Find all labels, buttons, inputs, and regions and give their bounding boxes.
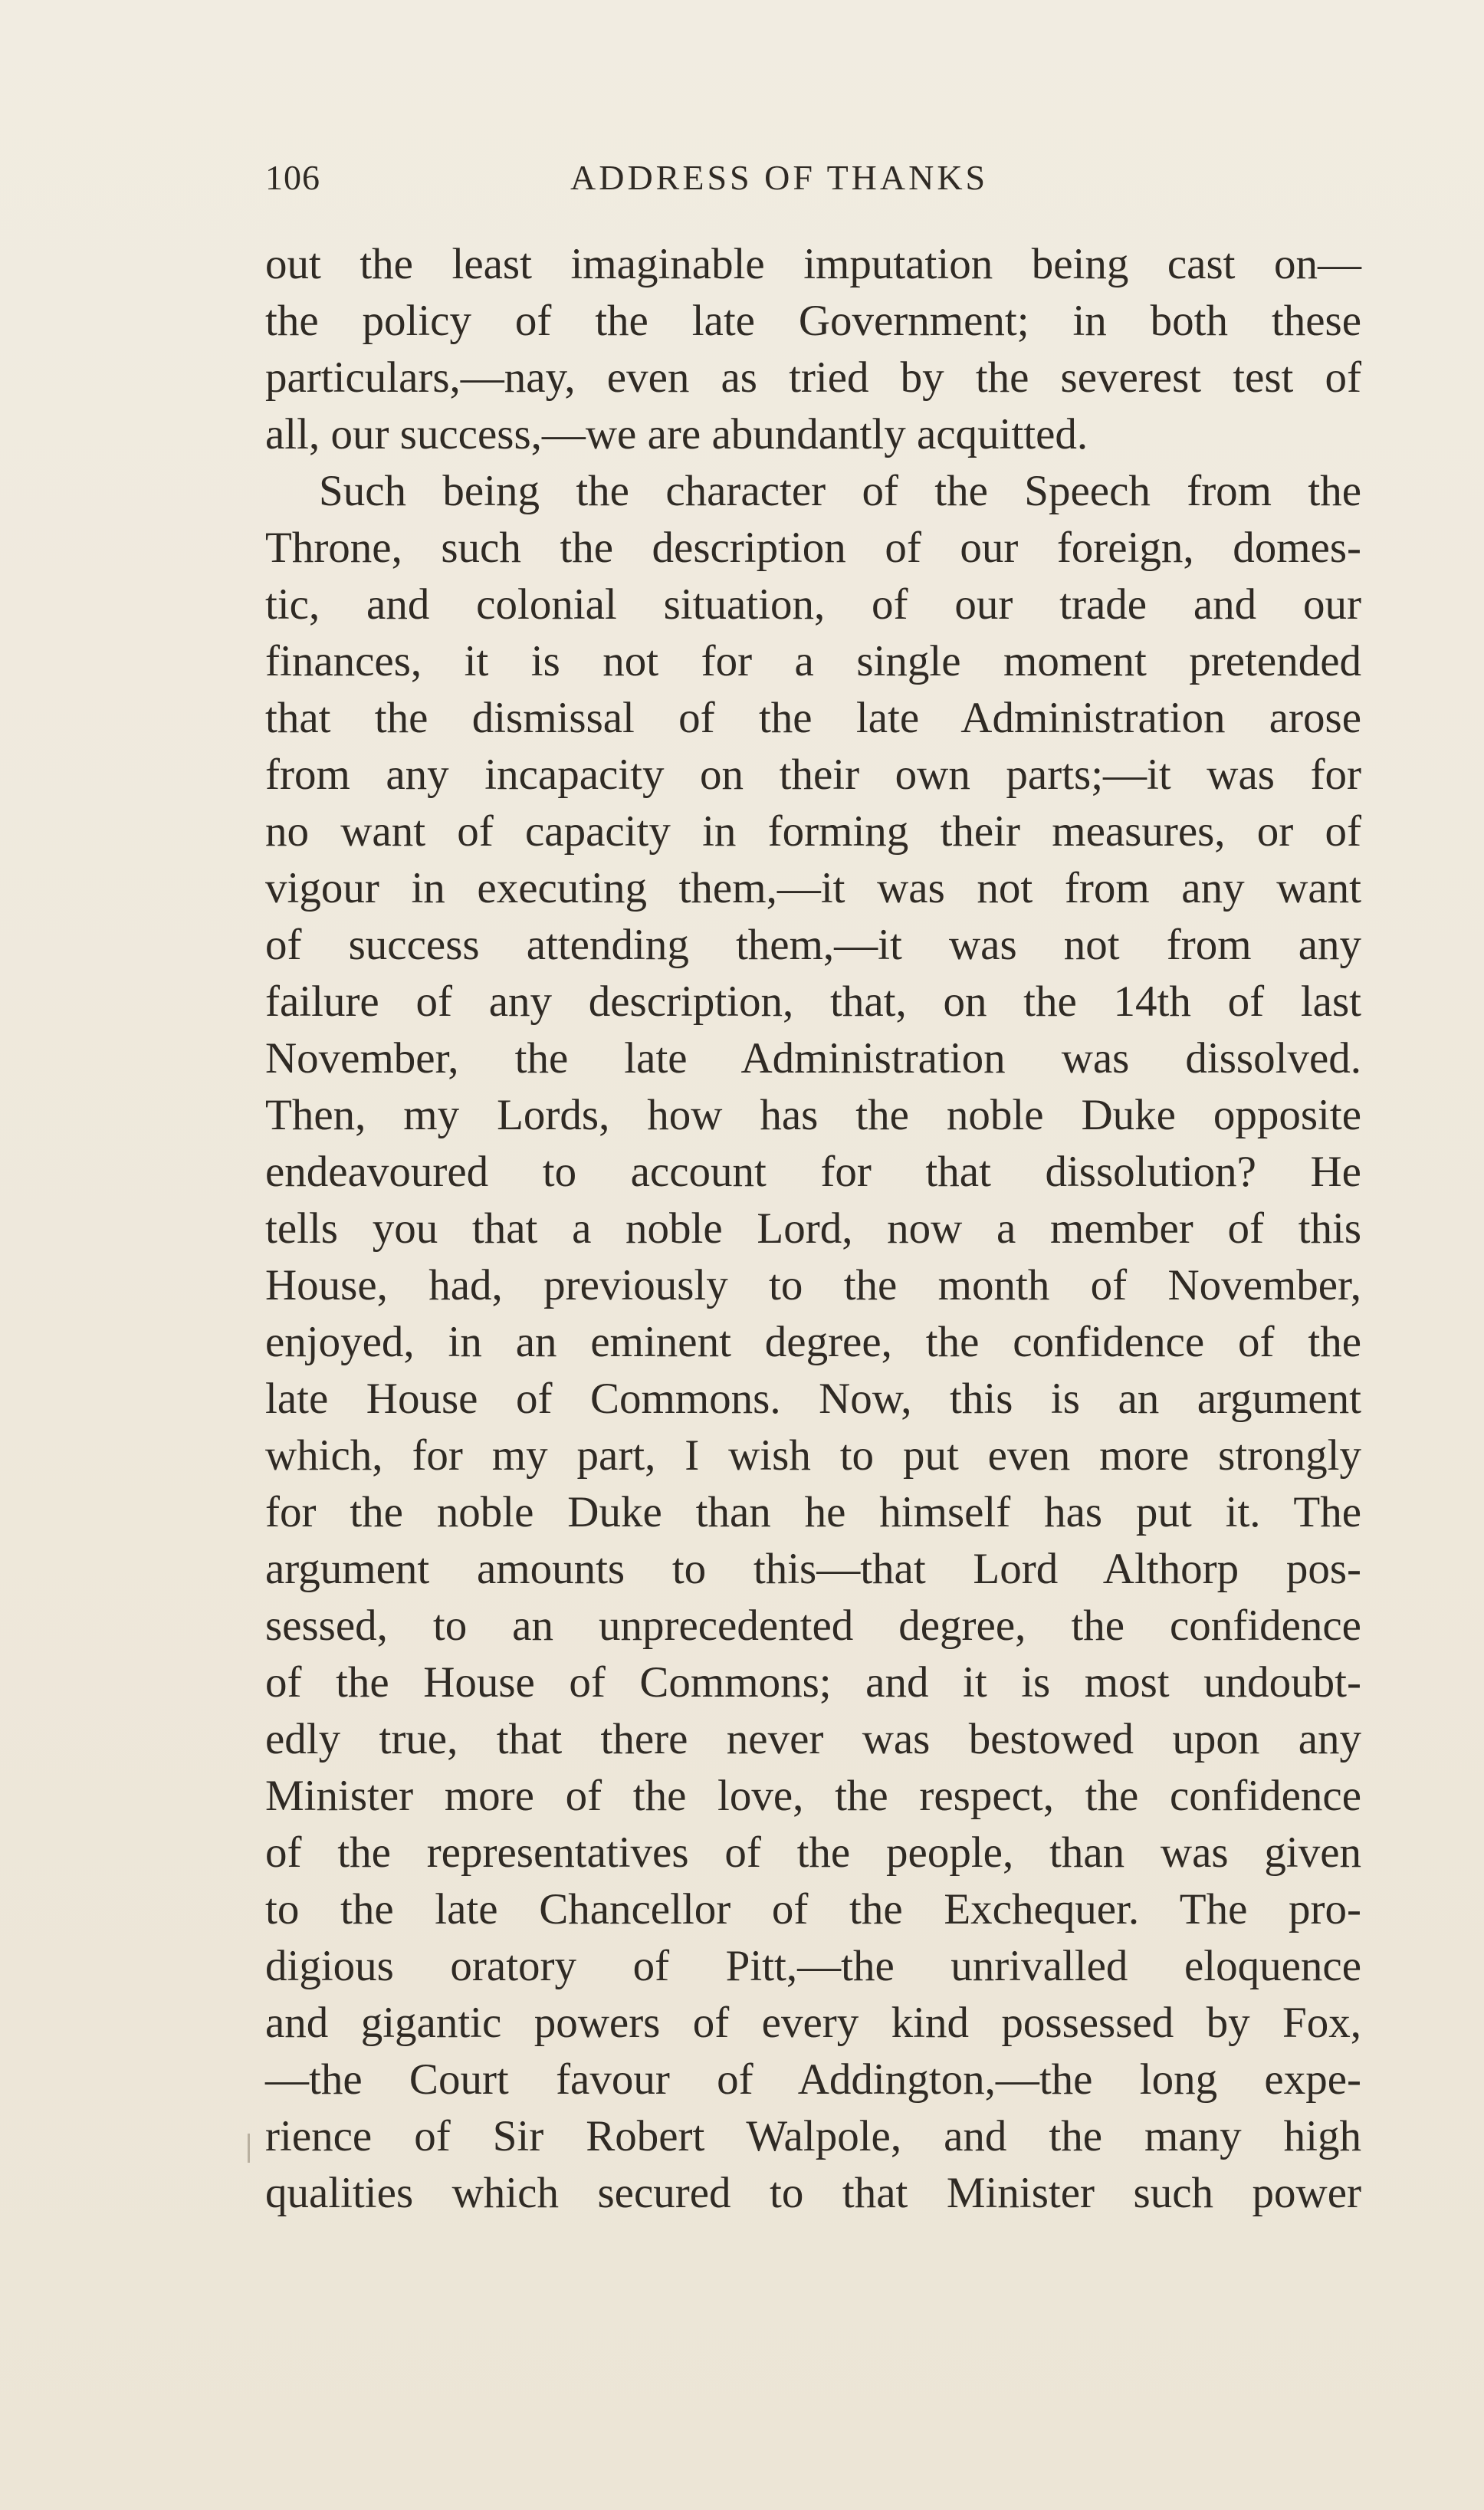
text-line: from any incapacity on their own parts;—it was for xyxy=(265,751,1361,799)
paragraph-start-line: Such being the character of the Speech from the xyxy=(319,467,1361,515)
text-line: that the dismissal of the late Administration arose xyxy=(265,694,1361,742)
text-line: tic, and colonial situation, of our trade and our xyxy=(265,580,1361,629)
text-line: qualities which secured to that Minister such power xyxy=(265,2169,1361,2217)
text-line: argument amounts to this—that Lord Althorp pos- xyxy=(265,1545,1361,1593)
text-line: for the noble Duke than he himself has put it. The xyxy=(265,1488,1361,1536)
text-line: of the House of Commons; and it is most undoubt- xyxy=(265,1658,1361,1707)
text-line: particulars,—nay, even as tried by the severest test of xyxy=(265,353,1361,402)
page-header xyxy=(265,157,1361,211)
text-line: enjoyed, in an eminent degree, the confidence of the xyxy=(265,1318,1361,1366)
text-line: endeavoured to account for that dissolution? He xyxy=(265,1148,1361,1196)
text-line: the policy of the late Government; in both these xyxy=(265,297,1361,345)
text-line: sessed, to an unprecedented degree, the confidence xyxy=(265,1602,1361,1650)
text-line: —the Court favour of Addington,—the long expe- xyxy=(265,2055,1361,2104)
margin-mark xyxy=(248,2134,250,2163)
text-line: vigour in executing them,—it was not from any want xyxy=(265,864,1361,912)
text-line: Minister more of the love, the respect, the confidence xyxy=(265,1772,1361,1820)
text-line: digious oratory of Pitt,—the unrivalled eloquence xyxy=(265,1942,1361,1990)
text-line: no want of capacity in forming their measures, or of xyxy=(265,807,1361,856)
page-number: 106 xyxy=(265,158,320,197)
text-line: of the representatives of the people, than was given xyxy=(265,1828,1361,1877)
running-head: ADDRESS OF THANKS xyxy=(570,158,989,197)
text-line: failure of any description, that, on the 14th of last xyxy=(265,977,1361,1026)
text-line: and gigantic powers of every kind possessed by Fox, xyxy=(265,1999,1361,2047)
text-line: rience of Sir Robert Walpole, and the many high xyxy=(265,2112,1361,2160)
text-line: edly true, that there never was bestowed upon any xyxy=(265,1715,1361,1763)
text-line: out the least imaginable imputation being cast on— xyxy=(265,240,1361,288)
text-line: November, the late Administration was dissolved. xyxy=(265,1034,1361,1083)
text-line: all, our success,—we are abundantly acquitted. xyxy=(265,410,1088,458)
text-line: Throne, such the description of our foreign, domes- xyxy=(265,524,1361,572)
text-line: late House of Commons. Now, this is an argument xyxy=(265,1375,1361,1423)
text-line: House, had, previously to the month of November, xyxy=(265,1261,1361,1309)
body-text xyxy=(265,236,1361,2222)
text-line: finances, it is not for a single moment pretended xyxy=(265,637,1361,685)
text-line: of success attending them,—it was not from any xyxy=(265,921,1361,969)
text-line: to the late Chancellor of the Exchequer. The pro- xyxy=(265,1885,1361,1933)
text-line: which, for my part, I wish to put even more strongly xyxy=(265,1431,1361,1480)
text-line: Then, my Lords, how has the noble Duke opposite xyxy=(265,1091,1361,1139)
text-line: tells you that a noble Lord, now a member of this xyxy=(265,1204,1361,1253)
